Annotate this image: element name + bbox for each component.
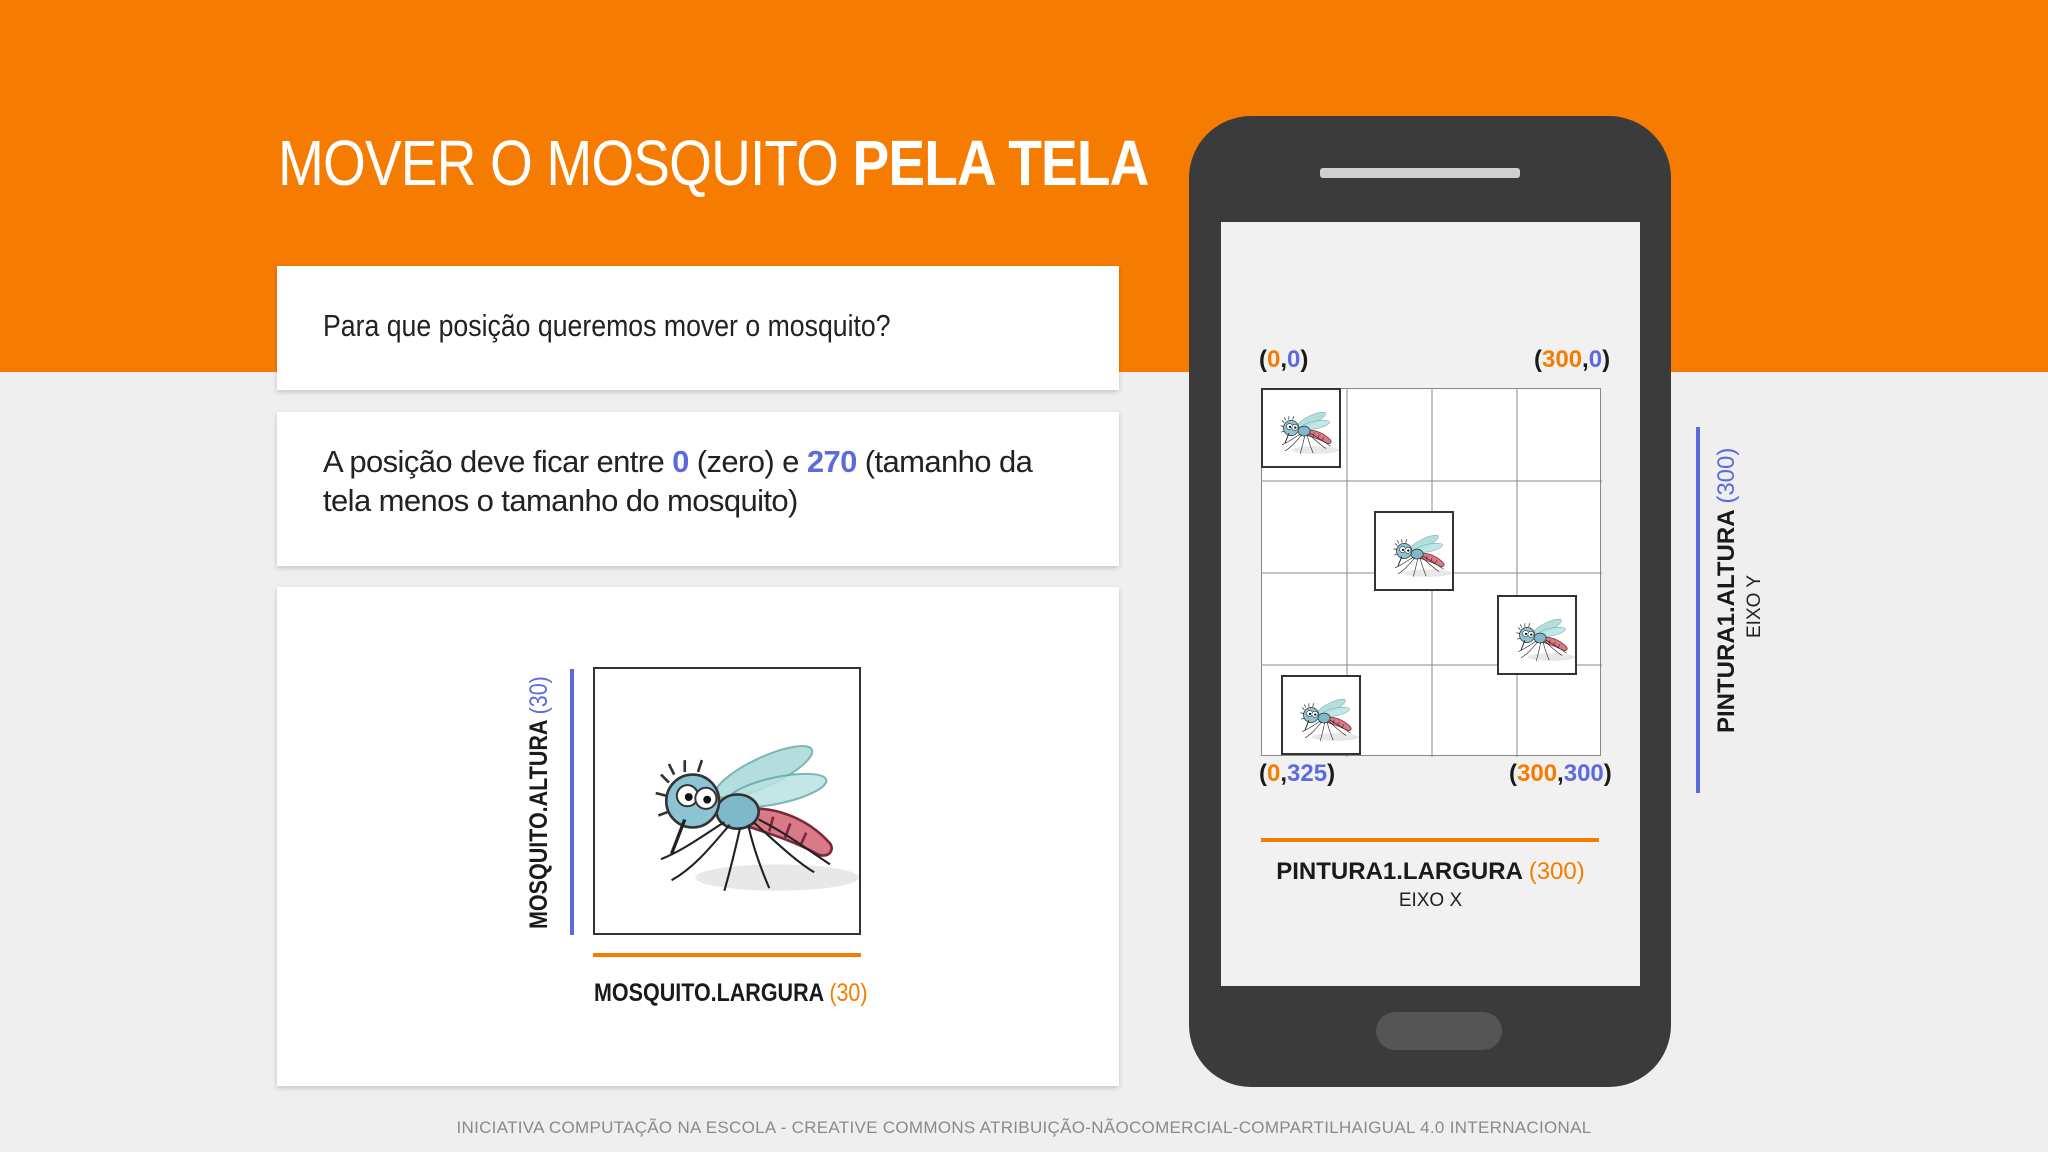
phone-speaker [1320, 168, 1520, 178]
x-axis-label: EIXO X [1398, 890, 1463, 911]
mosquito-icon [1499, 597, 1575, 673]
screen-height-label: PINTURA1.ALTURA (300) [1713, 447, 1740, 733]
coord-top-left: (0,0) [1259, 346, 1309, 373]
page-title: MOVER O MOSQUITO PELA TELA [278, 127, 1149, 199]
phone-screen [1221, 222, 1640, 986]
mosquito-position-3 [1497, 595, 1577, 675]
y-axis-label: EIXO Y [1744, 574, 1765, 638]
mosquito-frame [593, 667, 861, 935]
height-line [570, 669, 574, 935]
min-value: 0 [672, 444, 689, 479]
answer-text: A posição deve ficar entre 0 (zero) e 270 (tamanho da tela menos o tamanho do mosquito) [323, 444, 1033, 518]
answer-card [277, 412, 1119, 566]
mosquito-position-1 [1261, 388, 1341, 468]
coord-top-right: (300,0) [1534, 346, 1611, 373]
screen-height-line [1696, 427, 1700, 793]
mosquito-icon [1283, 677, 1359, 753]
width-line [593, 953, 861, 957]
mosquito-width-label: MOSQUITO.LARGURA (30) [594, 979, 868, 1007]
max-value: 270 [806, 444, 857, 479]
phone-mockup [1189, 116, 1671, 1087]
mosquito-position-2 [1374, 511, 1454, 591]
question-card [277, 266, 1119, 390]
mosquito-position-4 [1281, 675, 1361, 755]
coord-bottom-left: (0,325) [1259, 760, 1336, 787]
coord-bottom-right: (300,300) [1509, 760, 1612, 787]
mosquito-icon [1263, 390, 1339, 466]
mosquito-size-card [277, 587, 1119, 1086]
phone-home-button [1376, 1012, 1502, 1050]
mosquito-icon [595, 669, 859, 933]
screen-grid [1261, 388, 1601, 756]
mosquito-height-label: MOSQUITO.ALTURA (30) [525, 676, 553, 929]
mosquito-icon [1376, 513, 1452, 589]
license-footer: INICIATIVA COMPUTAÇÃO NA ESCOLA - CREATIVE COMMONS ATRIBUIÇÃO-NÃOCOMERCIAL-COMPARTILHAIGUAL 4.0 INTERNACIONAL [456, 1118, 1592, 1137]
screen-width-line [1261, 838, 1599, 842]
screen-width-label: PINTURA1.LARGURA (300) [1276, 858, 1585, 885]
question-text: Para que posição queremos mover o mosquito? [323, 308, 891, 343]
